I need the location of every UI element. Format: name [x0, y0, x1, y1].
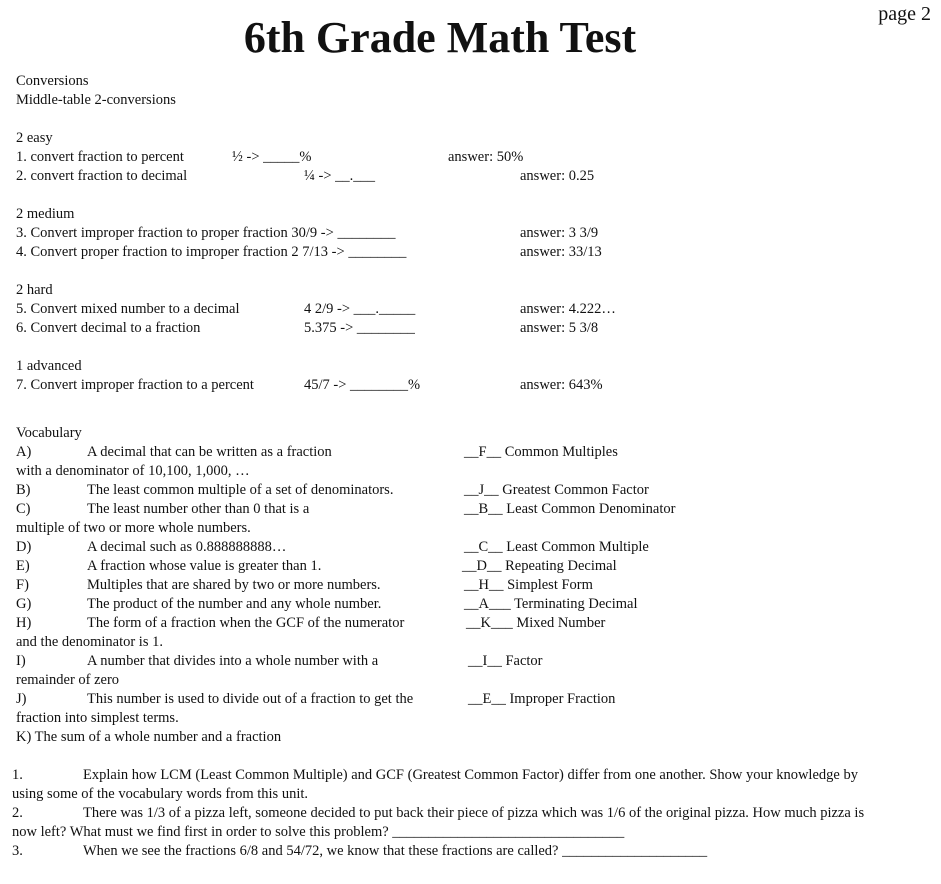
question-number: 1.: [12, 767, 23, 783]
answer-text: answer: 3 3/9: [520, 225, 599, 241]
vocab-match: __E__ Improper Fraction: [468, 691, 616, 707]
vocab-match: __D__ Repeating Decimal: [462, 558, 617, 574]
question-expression: ½ -> _____%: [232, 149, 312, 165]
question-number: 3.: [12, 843, 23, 859]
vocab-definition: A number that divides into a whole number with a: [87, 653, 379, 669]
vocab-definition: A decimal such as 0.888888888…: [87, 539, 287, 555]
vocab-definition-cont: with a denominator of 10,100, 1,000, …: [16, 463, 250, 479]
vocab-match: __I__ Factor: [468, 653, 543, 669]
page-number: page 2: [878, 3, 931, 25]
question-text: 6. Convert decimal to a fraction: [16, 320, 201, 336]
question-text: 5. Convert mixed number to a decimal: [16, 301, 240, 317]
vocab-definition: Multiples that are shared by two or more numbers.: [87, 577, 381, 593]
vocab-match: __F__ Common Multiples: [464, 444, 618, 460]
vocab-letter: D): [16, 539, 32, 555]
vocab-letter: G): [16, 596, 32, 612]
vocab-letter: J): [16, 691, 27, 707]
question-expression: 5.375 -> ________: [304, 320, 415, 336]
vocab-definition-cont: and the denominator is 1.: [16, 634, 163, 650]
question-text: When we see the fractions 6/8 and 54/72, we know that these fractions are called? ____________________: [83, 843, 708, 859]
question-text: 3. Convert improper fraction to proper fraction 30/9 -> ________: [16, 225, 396, 241]
question-text-cont: using some of the vocabulary words from this unit.: [12, 786, 308, 802]
question-text: 7. Convert improper fraction to a percent: [16, 377, 254, 393]
vocab-letter: A): [16, 444, 32, 460]
vocab-definition-cont: fraction into simplest terms.: [16, 710, 179, 726]
question-expression: ¼ -> __.___: [304, 168, 376, 184]
group-label-medium: 2 medium: [16, 206, 75, 222]
vocab-match: __B__ Least Common Denominator: [464, 501, 676, 517]
question-number: 2.: [12, 805, 23, 821]
answer-text: answer: 643%: [520, 377, 603, 393]
vocab-definition: A fraction whose value is greater than 1.: [87, 558, 322, 574]
vocab-definition: A decimal that can be written as a fraction: [87, 444, 332, 460]
section-heading: Conversions: [16, 73, 89, 89]
question-text: There was 1/3 of a pizza left, someone decided to put back their piece of pizza which was 1/6 of the original pizza. How much pizza is: [83, 805, 865, 821]
answer-text: answer: 0.25: [520, 168, 595, 184]
vocab-definition-cont: multiple of two or more whole numbers.: [16, 520, 251, 536]
question-expression: 45/7 -> ________%: [304, 377, 421, 393]
answer-text: answer: 50%: [448, 149, 524, 165]
question-text: 4. Convert proper fraction to improper fraction 2 7/13 -> ________: [16, 244, 407, 260]
vocab-letter: B): [16, 482, 31, 498]
vocab-definition: The least number other than 0 that is a: [87, 501, 310, 517]
group-label-advanced: 1 advanced: [16, 358, 82, 374]
page-title: 6th Grade Math Test: [243, 13, 637, 62]
answer-text: answer: 4.222…: [520, 301, 616, 317]
vocab-definition: The least common multiple of a set of denominators.: [87, 482, 394, 498]
question-text: Explain how LCM (Least Common Multiple) and GCF (Greatest Common Factor) differ from one another. Show your knowledge by: [83, 767, 858, 783]
vocab-match: __A___ Terminating Decimal: [464, 596, 638, 612]
vocab-item-k: K) The sum of a whole number and a fraction: [16, 729, 282, 745]
vocab-match: __K___ Mixed Number: [466, 615, 606, 631]
section-subheading: Middle-table 2-conversions: [16, 92, 176, 108]
vocab-letter: C): [16, 501, 31, 517]
question-text: 2. convert fraction to decimal: [16, 168, 188, 184]
question-expression: 4 2/9 -> ___._____: [304, 301, 416, 317]
vocab-letter: H): [16, 615, 32, 631]
group-label-easy: 2 easy: [16, 130, 53, 146]
vocab-definition: This number is used to divide out of a fraction to get the: [87, 691, 414, 707]
group-label-hard: 2 hard: [16, 282, 53, 298]
vocab-letter: I): [16, 653, 26, 669]
question-text-cont: now left? What must we find first in order to solve this problem? ________________________________: [12, 824, 625, 840]
question-text: 1. convert fraction to percent: [16, 149, 184, 165]
vocab-match: __J__ Greatest Common Factor: [464, 482, 649, 498]
vocab-match: __C__ Least Common Multiple: [464, 539, 649, 555]
vocab-definition-cont: remainder of zero: [16, 672, 120, 688]
answer-text: answer: 33/13: [520, 244, 602, 260]
vocab-definition: The form of a fraction when the GCF of the numerator: [87, 615, 405, 631]
vocab-definition: The product of the number and any whole number.: [87, 596, 382, 612]
answer-text: answer: 5 3/8: [520, 320, 599, 336]
vocab-letter: F): [16, 577, 29, 593]
vocab-match: __H__ Simplest Form: [464, 577, 593, 593]
vocab-heading: Vocabulary: [16, 425, 82, 441]
vocab-letter: E): [16, 558, 30, 574]
